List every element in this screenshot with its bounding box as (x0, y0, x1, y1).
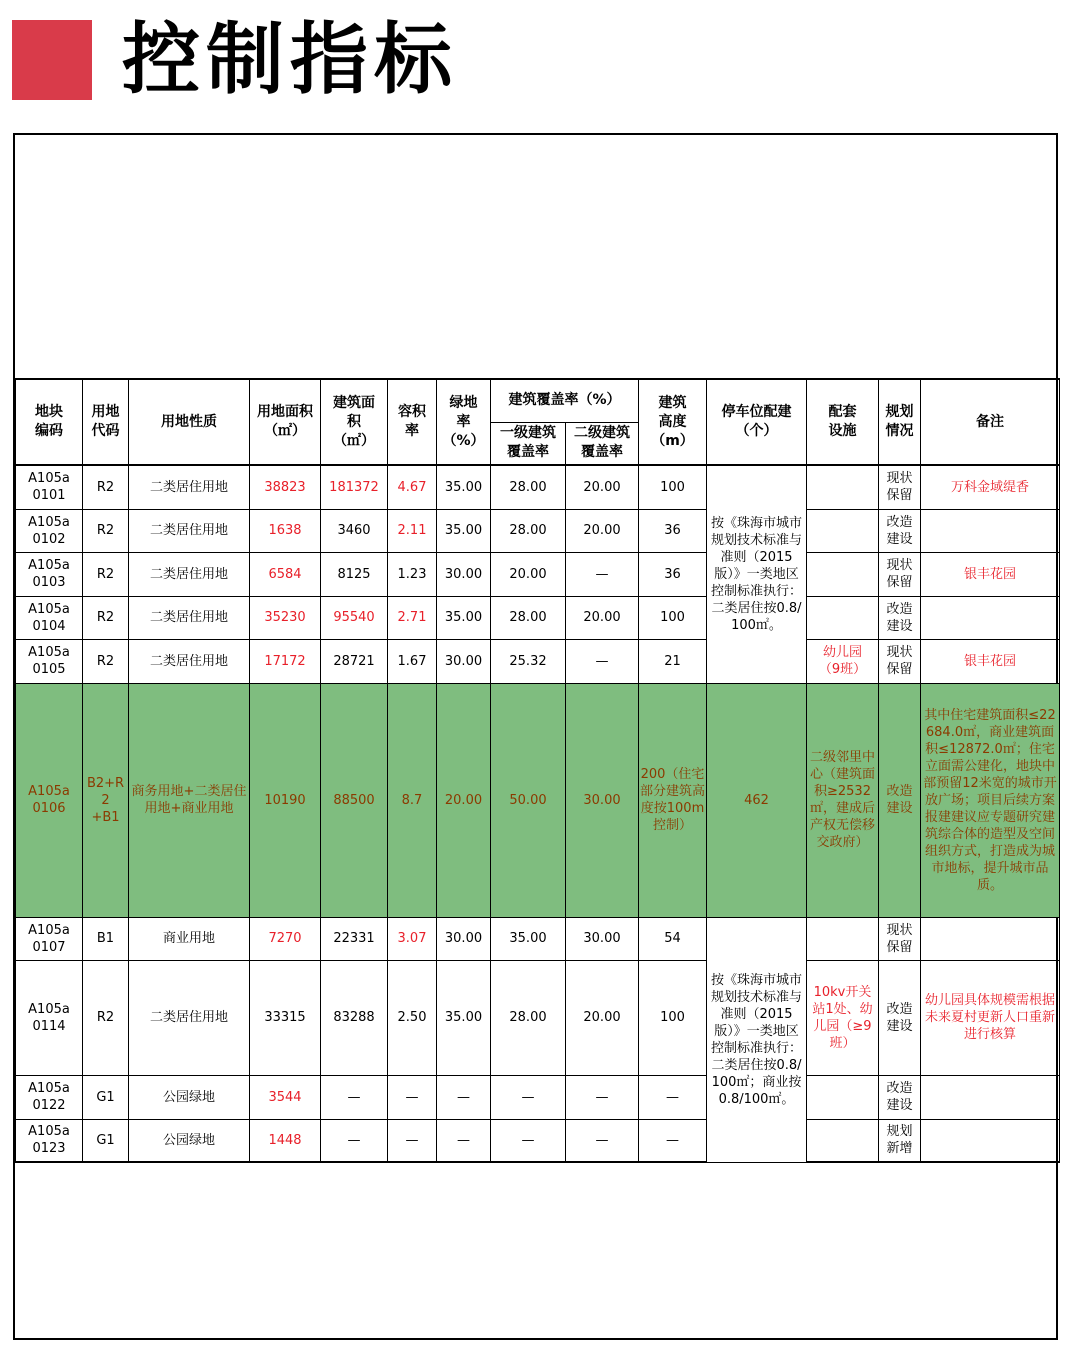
cell-planning: 规划 新增 (879, 1119, 921, 1162)
cell-floor: 28721 (321, 639, 388, 683)
cell-cov1: 28.00 (491, 465, 566, 509)
cell-facility: 10kv开关站1处、幼儿园（≥9班） (807, 960, 879, 1075)
cell-facility: 二级邻里中心（建筑面积≥2532㎡，建成后产权无偿移交政府） (807, 683, 879, 917)
cell-green: — (437, 1075, 491, 1119)
header-coverage: 建筑覆盖率（%） (491, 379, 639, 422)
cell-nature: 二类居住用地 (129, 596, 250, 639)
cell-height: 21 (639, 639, 707, 683)
cell-far: 2.11 (388, 509, 437, 552)
cell-area: 35230 (250, 596, 321, 639)
cell-far: 8.7 (388, 683, 437, 917)
cell-land: R2 (83, 552, 129, 596)
cell-green: 35.00 (437, 509, 491, 552)
cell-area: 6584 (250, 552, 321, 596)
header-area: 用地面积 （㎡） (250, 379, 321, 465)
cell-remark (921, 596, 1060, 639)
cell-floor: — (321, 1119, 388, 1162)
cell-remark: 万科金域缇香 (921, 465, 1060, 509)
cell-code: A105a 0101 (16, 465, 83, 509)
cell-planning: 改造 建设 (879, 1075, 921, 1119)
cell-floor: 83288 (321, 960, 388, 1075)
cell-cov2: 20.00 (566, 465, 639, 509)
cell-remark: 银丰花园 (921, 639, 1060, 683)
header-facility: 配套 设施 (807, 379, 879, 465)
cell-planning: 改造 建设 (879, 509, 921, 552)
cell-land: R2 (83, 465, 129, 509)
cell-cov1: 28.00 (491, 960, 566, 1075)
cell-planning: 改造 建设 (879, 683, 921, 917)
cell-nature: 二类居住用地 (129, 960, 250, 1075)
cell-area: 38823 (250, 465, 321, 509)
table-row (16, 509, 1060, 552)
cell-green: 35.00 (437, 465, 491, 509)
cell-remark (921, 1075, 1060, 1119)
cell-cov1: — (491, 1119, 566, 1162)
cell-far: 4.67 (388, 465, 437, 509)
header-coverage-1: 一级建筑 覆盖率 (491, 422, 566, 465)
cell-cov2: 30.00 (566, 683, 639, 917)
cell-area: 17172 (250, 639, 321, 683)
cell-area: 1638 (250, 509, 321, 552)
cell-cov2: — (566, 552, 639, 596)
cell-green: 20.00 (437, 683, 491, 917)
cell-cov1: 35.00 (491, 917, 566, 960)
cell-area: 1448 (250, 1119, 321, 1162)
cell-floor: 8125 (321, 552, 388, 596)
cell-planning: 现状 保留 (879, 465, 921, 509)
table-row (16, 1075, 1060, 1119)
cell-nature: 二类居住用地 (129, 552, 250, 596)
cell-land: G1 (83, 1075, 129, 1119)
cell-planning: 改造 建设 (879, 596, 921, 639)
table-row (16, 552, 1060, 596)
cell-land: R2 (83, 960, 129, 1075)
cell-code: A105a 0122 (16, 1075, 83, 1119)
cell-remark: 银丰花园 (921, 552, 1060, 596)
cell-remark (921, 1119, 1060, 1162)
cell-green: 35.00 (437, 960, 491, 1075)
cell-nature: 公园绿地 (129, 1075, 250, 1119)
header-height: 建筑 高度 （m） (639, 379, 707, 465)
cell-parking-note: 按《珠海市城市规划技术标准与准则（2015版）》一类地区控制标准执行：二类居住按0.8/100㎡；商业按0.8/100㎡。 (707, 917, 807, 1162)
cell-height: — (639, 1119, 707, 1162)
cell-cov2: — (566, 639, 639, 683)
cell-nature: 二类居住用地 (129, 639, 250, 683)
control-index-table (15, 378, 1060, 1163)
cell-nature: 商业用地 (129, 917, 250, 960)
header-land-code: 用地 代码 (83, 379, 129, 465)
cell-code: A105a 0106 (16, 683, 83, 917)
header-green: 绿地 率 （%） (437, 379, 491, 465)
cell-floor: 95540 (321, 596, 388, 639)
cell-area: 3544 (250, 1075, 321, 1119)
cell-parking-note: 按《珠海市城市规划技术标准与准则（2015版）》一类地区控制标准执行：二类居住按0.8/100㎡。 (707, 465, 807, 683)
cell-facility (807, 465, 879, 509)
cell-cov2: 20.00 (566, 596, 639, 639)
cell-cov1: 20.00 (491, 552, 566, 596)
cell-area: 10190 (250, 683, 321, 917)
header-code: 地块 编码 (16, 379, 83, 465)
table-row (16, 1119, 1060, 1162)
cell-remark (921, 509, 1060, 552)
cell-facility: 幼儿园 （9班） (807, 639, 879, 683)
cell-planning: 现状 保留 (879, 552, 921, 596)
cell-height: — (639, 1075, 707, 1119)
cell-floor: 88500 (321, 683, 388, 917)
cell-cov2: — (566, 1075, 639, 1119)
cell-land: R2 (83, 509, 129, 552)
cell-area: 33315 (250, 960, 321, 1075)
cell-code: A105a 0123 (16, 1119, 83, 1162)
cell-height: 200（住宅部分建筑高度按100m控制） (639, 683, 707, 917)
cell-code: A105a 0103 (16, 552, 83, 596)
cell-area: 7270 (250, 917, 321, 960)
cell-facility (807, 1119, 879, 1162)
cell-height: 54 (639, 917, 707, 960)
header-nature: 用地性质 (129, 379, 250, 465)
cell-remark (921, 917, 1060, 960)
header-planning: 规划 情况 (879, 379, 921, 465)
cell-facility (807, 1075, 879, 1119)
cell-cov1: 50.00 (491, 683, 566, 917)
cell-cov1: 28.00 (491, 509, 566, 552)
cell-cov2: 20.00 (566, 509, 639, 552)
cell-code: A105a 0104 (16, 596, 83, 639)
cell-planning: 改造 建设 (879, 960, 921, 1075)
cell-facility (807, 596, 879, 639)
cell-land: B2+R2 +B1 (83, 683, 129, 917)
table-row (16, 917, 1060, 960)
cell-far: — (388, 1119, 437, 1162)
table-row (16, 596, 1060, 639)
header-far: 容积 率 (388, 379, 437, 465)
cell-remark: 幼儿园具体规模需根据未来夏村更新人口重新进行核算 (921, 960, 1060, 1075)
header-parking: 停车位配建 （个） (707, 379, 807, 465)
cell-floor: — (321, 1075, 388, 1119)
cell-nature: 二类居住用地 (129, 465, 250, 509)
cell-code: A105a 0102 (16, 509, 83, 552)
cell-nature: 公园绿地 (129, 1119, 250, 1162)
cell-cov2: 30.00 (566, 917, 639, 960)
cell-remark: 其中住宅建筑面积≤22684.0㎡，商业建筑面积≤12872.0㎡；住宅立面需公建化，地块中部预留12米宽的城市开放广场；项目后续方案报建建议应专题研究建筑综合体的造型及空间组织方式，打造成为城市地标，提升城市品质。 (921, 683, 1060, 917)
cell-land: B1 (83, 917, 129, 960)
cell-code: A105a 0114 (16, 960, 83, 1075)
cell-floor: 22331 (321, 917, 388, 960)
cell-code: A105a 0105 (16, 639, 83, 683)
cell-facility (807, 917, 879, 960)
cell-land: R2 (83, 639, 129, 683)
cell-facility (807, 552, 879, 596)
cell-height: 100 (639, 465, 707, 509)
cell-code: A105a 0107 (16, 917, 83, 960)
cell-parking: 462 (707, 683, 807, 917)
cell-height: 100 (639, 596, 707, 639)
table-row-highlighted (16, 683, 1060, 917)
cell-green: 30.00 (437, 552, 491, 596)
cell-floor: 181372 (321, 465, 388, 509)
cell-land: G1 (83, 1119, 129, 1162)
cell-cov2: — (566, 1119, 639, 1162)
page-title: 控制指标 (122, 15, 459, 105)
cell-far: 1.67 (388, 639, 437, 683)
cell-cov1: — (491, 1075, 566, 1119)
header-floor-area: 建筑面 积 （㎡） (321, 379, 388, 465)
header-coverage-2: 二级建筑 覆盖率 (566, 422, 639, 465)
table-row (16, 465, 1060, 509)
cell-facility (807, 509, 879, 552)
cell-cov2: 20.00 (566, 960, 639, 1075)
cell-nature: 二类居住用地 (129, 509, 250, 552)
cell-green: 30.00 (437, 917, 491, 960)
cell-far: 1.23 (388, 552, 437, 596)
cell-height: 100 (639, 960, 707, 1075)
cell-planning: 现状 保留 (879, 917, 921, 960)
cell-far: — (388, 1075, 437, 1119)
header-remarks: 备注 (921, 379, 1060, 465)
cell-green: 35.00 (437, 596, 491, 639)
cell-far: 2.50 (388, 960, 437, 1075)
cell-nature: 商务用地+二类居住用地+商业用地 (129, 683, 250, 917)
cell-green: — (437, 1119, 491, 1162)
cell-far: 2.71 (388, 596, 437, 639)
cell-cov1: 28.00 (491, 596, 566, 639)
cell-planning: 现状 保留 (879, 639, 921, 683)
cell-floor: 3460 (321, 509, 388, 552)
cell-land: R2 (83, 596, 129, 639)
title-accent-block (12, 20, 92, 100)
table-row (16, 960, 1060, 1075)
table-row (16, 639, 1060, 683)
cell-green: 30.00 (437, 639, 491, 683)
cell-height: 36 (639, 552, 707, 596)
cell-cov1: 25.32 (491, 639, 566, 683)
cell-far: 3.07 (388, 917, 437, 960)
cell-height: 36 (639, 509, 707, 552)
